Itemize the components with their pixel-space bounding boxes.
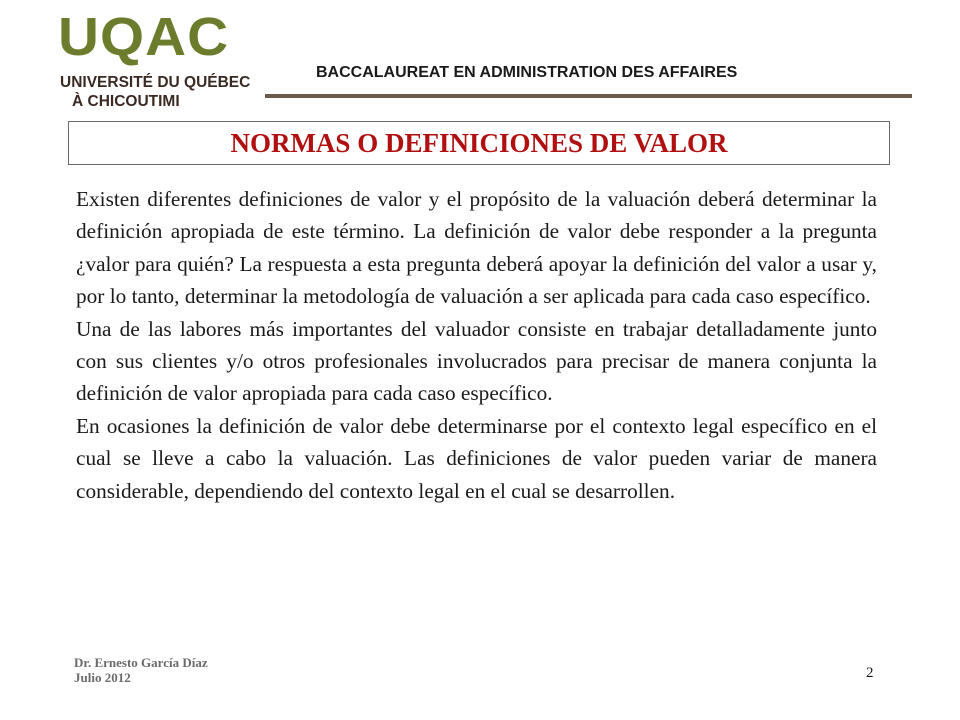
program-header: BACCALAUREAT EN ADMINISTRATION DES AFFAIRES bbox=[316, 64, 738, 81]
logo-city-line: À CHICOUTIMI bbox=[72, 93, 180, 110]
uqac-logo bbox=[58, 7, 268, 110]
paragraph-3: En ocasiones la definición de valor debe determinarse por el contexto legal específico en el cual se lleve a cabo la valuación. Las definiciones de valor pueden variar de manera considerable, dependiendo del contexto legal en el cual se desarrollen. bbox=[76, 413, 877, 503]
logo-university-line: UNIVERSITÉ DU QUÉBEC bbox=[60, 74, 251, 91]
title-box bbox=[68, 121, 890, 165]
footer-date: Julio 2012 bbox=[74, 670, 131, 685]
paragraph-1: Existen diferentes definiciones de valor y el propósito de la valuación deberá determinar la definición apropiada de este término. La definición de valor debe responder a la pregunta ¿valor para quién? La respuesta a esta pregunta deberá apoyar la definición del valor a usar y, por lo tanto, determinar la metodología de valuación a ser aplicada para cada caso específico. bbox=[76, 187, 877, 309]
page-number: 2 bbox=[866, 665, 874, 681]
header-divider bbox=[265, 94, 912, 98]
paragraph-2: Una de las labores más importantes del valuador consiste en trabajar detalladamente junto con sus clientes y/o otros profesionales involucrados para precisar de manera conjunta la definición de valor apropiada para cada caso específico. bbox=[76, 316, 877, 406]
body-text bbox=[76, 183, 877, 507]
logo-wordmark: UQAC bbox=[58, 7, 230, 67]
slide-title: NORMAS O DEFINICIONES DE VALOR bbox=[230, 128, 728, 158]
footer-author: Dr. Ernesto García Díaz bbox=[74, 655, 208, 670]
